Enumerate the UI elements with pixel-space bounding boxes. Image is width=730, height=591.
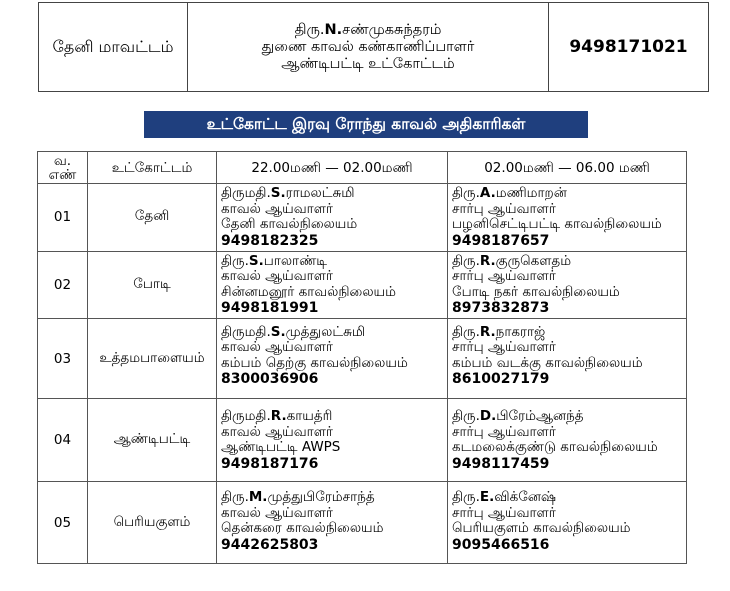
dsp-subdivision: ஆண்டிபட்டி உட்கோட்டம் xyxy=(281,55,455,72)
officer-phone: 9498182325 xyxy=(221,232,319,249)
officer-station: சின்னமனூர் காவல்நிலையம் xyxy=(221,283,396,300)
subdivision-name: உத்தமபாளையம் xyxy=(88,318,217,399)
officer-name xyxy=(452,409,686,425)
table-row xyxy=(38,184,687,252)
serial-number: 01 xyxy=(38,184,88,252)
subdivision-name: போடி xyxy=(88,251,217,318)
dsp-officer xyxy=(188,3,549,92)
officer-given-name: பிரேம்ஆனந்த் xyxy=(496,408,584,425)
shift2-officer-cell xyxy=(448,318,687,399)
officer-prefix: திருமதி. xyxy=(221,185,271,201)
officer-initial: S. xyxy=(270,323,286,340)
officer-phone: 9498187657 xyxy=(452,232,550,249)
dsp-designation: துணை காவல் கண்காணிப்பாளர் xyxy=(261,38,475,55)
serial-number: 04 xyxy=(38,399,88,482)
shift1-officer-cell xyxy=(217,482,448,564)
officer-designation: காவல் ஆய்வாளர் xyxy=(221,339,333,356)
col-subdivision-header: உட்கோட்டம் xyxy=(88,152,217,184)
officer-designation: காவல் ஆய்வாளர் xyxy=(221,504,333,521)
officer-name xyxy=(221,409,447,425)
officer-phone: 9095466516 xyxy=(452,536,550,553)
dsp-officer-name xyxy=(188,22,548,39)
dsp-phone: 9498171021 xyxy=(549,3,709,92)
shift2-officer-cell xyxy=(448,184,687,252)
serial-number: 02 xyxy=(38,251,88,318)
officer-initial: S. xyxy=(270,185,286,201)
officer-initial: E. xyxy=(479,489,495,506)
officer-given-name: ராமலட்சுமி xyxy=(285,185,355,201)
subdivision-name: பெரியகுளம் xyxy=(88,482,217,564)
officer-initial: R. xyxy=(479,252,496,269)
officer-given-name: குருகௌதம் xyxy=(495,252,572,269)
officer-station: கம்பம் வடக்கு காவல்நிலையம் xyxy=(452,354,643,371)
officer-station: போடி நகர் காவல்நிலையம் xyxy=(452,283,620,300)
officer-given-name: மணிமாறன் xyxy=(495,185,567,201)
shift2-officer-cell xyxy=(448,251,687,318)
officer-station: பழனிசெட்டிபட்டி காவல்நிலையம் xyxy=(452,216,662,232)
officer-station: ஆண்டிபட்டி AWPS xyxy=(221,439,341,456)
shift1-officer-cell xyxy=(217,318,448,399)
officer-name xyxy=(452,325,686,341)
col-serial-header xyxy=(38,152,88,184)
officer-prefix: திரு. xyxy=(452,408,480,425)
officer-designation: சார்பு ஆய்வாளர் xyxy=(452,339,556,356)
dsp-name-rest: சண்முகசுந்தரம் xyxy=(342,21,442,38)
officer-phone: 8610027179 xyxy=(452,371,550,388)
serial-number: 03 xyxy=(38,318,88,399)
officer-initial: D. xyxy=(479,408,497,425)
officer-prefix: திரு. xyxy=(452,489,480,506)
officer-station: பெரியகுளம் காவல்நிலையம் xyxy=(452,520,631,537)
officer-prefix: திரு. xyxy=(221,252,249,269)
officer-name xyxy=(221,325,447,341)
officer-prefix: திரு. xyxy=(452,185,480,201)
officer-name xyxy=(221,254,447,270)
officer-designation: காவல் ஆய்வாளர் xyxy=(221,200,333,217)
officer-given-name: விக்னேஷ் xyxy=(494,489,557,506)
officer-given-name: பாலாண்டி xyxy=(263,252,328,269)
officer-station: கடமலைக்குண்டு காவல்நிலையம் xyxy=(452,439,658,456)
officer-designation: காவல் ஆய்வாளர் xyxy=(221,268,333,285)
officer-initial: R. xyxy=(270,408,287,425)
dsp-name-initial: N. xyxy=(324,21,343,38)
table-row xyxy=(38,482,687,564)
officer-name xyxy=(452,254,686,270)
officer-station: தென்கரை காவல்நிலையம் xyxy=(221,520,384,537)
header-table xyxy=(38,2,709,92)
officer-designation: சார்பு ஆய்வாளர் xyxy=(452,504,556,521)
page-title: உட்கோட்ட இரவு ரோந்து காவல் அதிகாரிகள் xyxy=(144,111,588,138)
dsp-name-prefix: திரு. xyxy=(294,21,325,38)
officer-designation: காவல் ஆய்வாளர் xyxy=(221,423,333,440)
shift2-officer-cell xyxy=(448,399,687,482)
table-row xyxy=(38,251,687,318)
officer-phone: 9498187176 xyxy=(221,455,319,472)
officer-name xyxy=(452,490,686,506)
officer-station: தேனி காவல்நிலையம் xyxy=(221,216,358,232)
officer-phone: 9442625803 xyxy=(221,536,319,553)
table-header-row xyxy=(38,152,687,184)
officer-phone: 9498117459 xyxy=(452,455,550,472)
officer-given-name: முத்துலட்சுமி xyxy=(285,323,366,340)
officer-initial: M. xyxy=(248,489,268,506)
subdivision-name: தேனி xyxy=(88,184,217,252)
table-row xyxy=(38,318,687,399)
officer-name xyxy=(221,490,447,506)
officer-designation: சார்பு ஆய்வாளர் xyxy=(452,423,556,440)
officer-prefix: திருமதி. xyxy=(221,323,271,340)
officer-designation: சார்பு ஆய்வாளர் xyxy=(452,200,556,217)
shift1-officer-cell xyxy=(217,399,448,482)
officer-phone: 9498181991 xyxy=(221,300,319,317)
shift2-officer-cell xyxy=(448,482,687,564)
shift1-officer-cell xyxy=(217,251,448,318)
officer-initial: A. xyxy=(479,185,496,201)
patrol-officers-table xyxy=(37,151,687,564)
subdivision-name: ஆண்டிபட்டி xyxy=(88,399,217,482)
officer-phone: 8300036906 xyxy=(221,371,319,388)
officer-given-name: முத்துபிரேம்சாந்த் xyxy=(267,489,375,506)
officer-phone: 8973832873 xyxy=(452,300,550,317)
col-shift1-header: 22.00மணி — 02.00மணி xyxy=(217,152,448,184)
serial-number: 05 xyxy=(38,482,88,564)
officer-prefix: திரு. xyxy=(452,252,480,269)
officer-prefix: திரு. xyxy=(221,489,249,506)
col-serial-line1: வ. xyxy=(53,152,72,169)
officer-name xyxy=(221,186,447,202)
shift1-officer-cell xyxy=(217,184,448,252)
officer-given-name: நாகராஜ் xyxy=(495,323,546,340)
officer-given-name: காயத்ரி xyxy=(286,408,333,425)
table-row xyxy=(38,399,687,482)
officer-name xyxy=(452,186,686,202)
officer-prefix: திரு. xyxy=(452,323,480,340)
col-serial-line2: எண் xyxy=(48,166,77,183)
officer-station: கம்பம் தெற்கு காவல்நிலையம் xyxy=(221,354,408,371)
officer-initial: R. xyxy=(479,323,496,340)
district-name: தேனி மாவட்டம் xyxy=(39,3,188,92)
officer-prefix: திருமதி. xyxy=(221,408,271,425)
officer-designation: சார்பு ஆய்வாளர் xyxy=(452,268,556,285)
col-shift2-header: 02.00மணி — 06.00 மணி xyxy=(448,152,687,184)
officer-initial: S. xyxy=(248,252,264,269)
